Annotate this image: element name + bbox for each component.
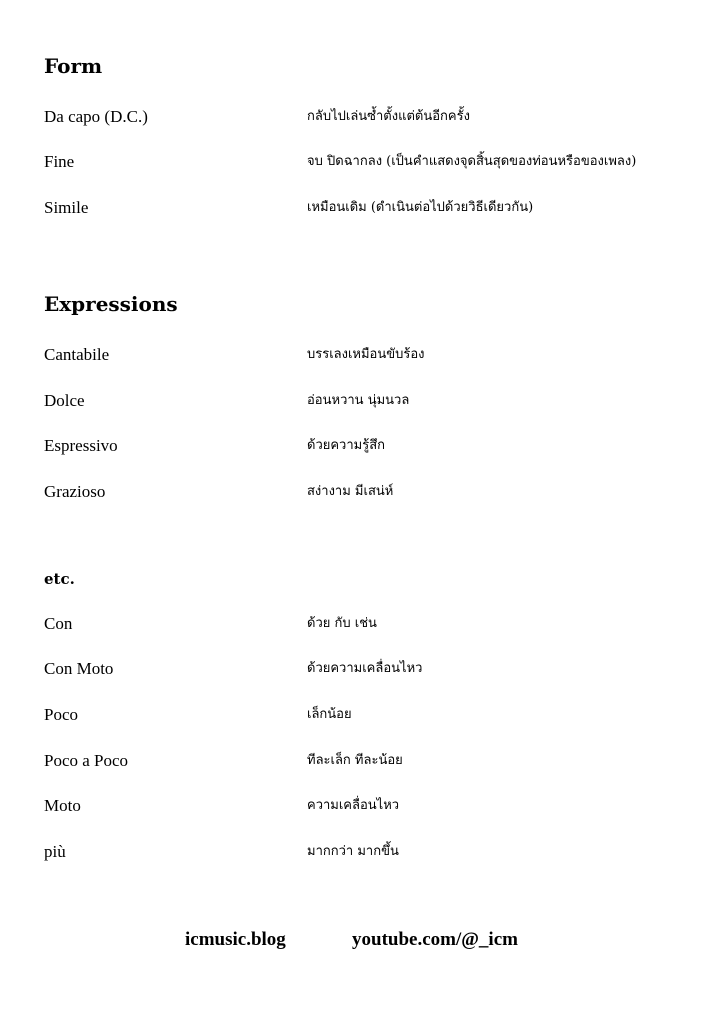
meaning: สง่างาม มีเสน่ห์ (307, 484, 394, 499)
meaning: ทีละเล็ก ทีละน้อย (307, 753, 403, 768)
meaning: ความเคลื่อนไหว (307, 798, 400, 813)
section-expressions (44, 292, 704, 316)
term: Da capo (D.C.) (44, 107, 148, 126)
term: Con Moto (44, 659, 114, 678)
meaning: อ่อนหวาน นุ่มนวล (307, 393, 410, 408)
term: Poco a Poco (44, 751, 129, 770)
list-item (44, 704, 704, 728)
list-item (44, 390, 704, 414)
list-item (44, 344, 704, 368)
section-heading-form: Form (44, 54, 103, 78)
term: Con (44, 614, 73, 633)
term: Espressivo (44, 436, 118, 455)
term: Grazioso (44, 482, 106, 501)
list-item (44, 197, 704, 221)
meaning: จบ ปิดฉากลง (เป็นคำแสดงจุดสิ้นสุดของท่อนหรือของเพลง) (307, 154, 637, 169)
list-item (44, 750, 704, 774)
page-footer (0, 926, 724, 954)
footer-blog-link: icmusic.blog (185, 929, 286, 950)
list-item (44, 435, 704, 459)
section-heading-etc: etc. (44, 570, 75, 588)
meaning: กลับไปเล่นซ้ำตั้งแต่ต้นอีกครั้ง (307, 109, 470, 124)
meaning: เหมือนเดิม (ดำเนินต่อไปด้วยวิธีเดียวกัน) (307, 200, 534, 215)
term: Simile (44, 198, 89, 217)
meaning: เล็กน้อย (307, 707, 352, 722)
list-item (44, 481, 704, 505)
meaning: ด้วยความรู้สึก (307, 438, 386, 453)
list-item (44, 613, 704, 637)
meaning: ด้วยความเคลื่อนไหว (307, 661, 423, 676)
section-form (44, 54, 704, 78)
list-item (44, 841, 704, 865)
term: Poco (44, 705, 78, 724)
meaning: บรรเลงเหมือนขับร้อง (307, 347, 425, 362)
section-etc (44, 570, 704, 588)
list-item (44, 151, 704, 175)
footer-youtube-link: youtube.com/@_icm (352, 929, 518, 950)
term: Cantabile (44, 345, 110, 364)
list-item (44, 658, 704, 682)
term: Fine (44, 152, 75, 171)
meaning: ด้วย กับ เช่น (307, 616, 377, 631)
term: Dolce (44, 391, 85, 410)
list-item (44, 795, 704, 819)
term: Moto (44, 796, 81, 815)
meaning: มากกว่า มากขึ้น (307, 844, 399, 859)
section-heading-expressions: Expressions (44, 292, 178, 316)
list-item (44, 106, 704, 130)
term: più (44, 842, 66, 861)
